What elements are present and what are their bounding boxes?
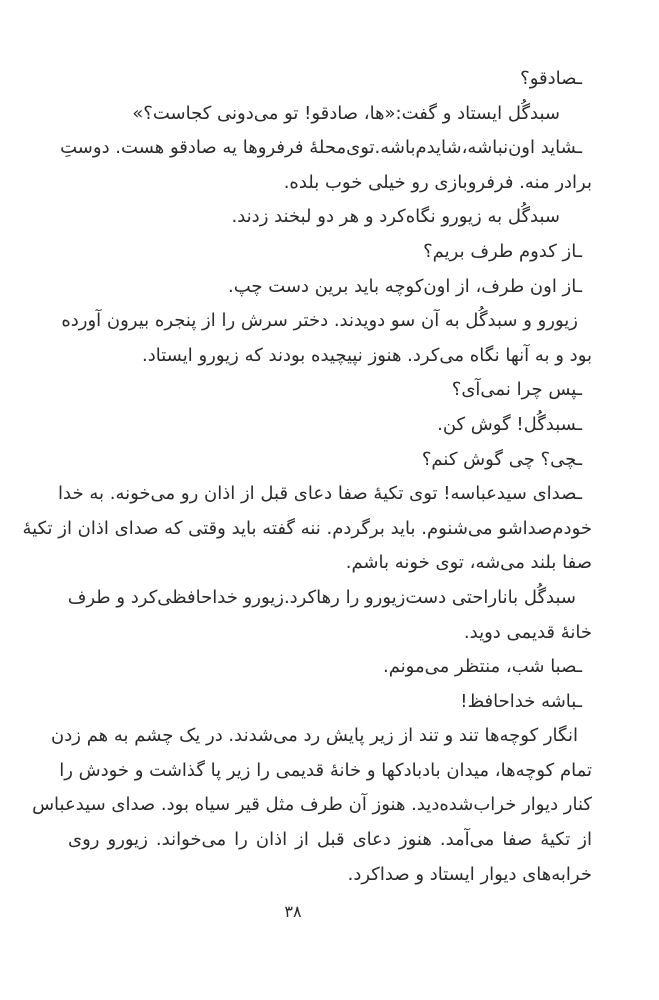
text-line: زیورو و سبدگُل به آن سو دویدند. دختر سرش را از پنجره بیرون آورده: [61, 310, 578, 332]
text-line: ـشاید اون‌نباشه،شایدم‌باشه.توی‌محلهٔ فرفروها یه صادقو هست. دوستِ: [60, 137, 582, 159]
text-line: سبدگُل باناراحتی دست‌زیورو را رهاکرد.زیورو خداحافظی‌کرد و طرف: [67, 586, 576, 608]
text-line: انگار کوچه‌ها تند و تند از زیر پایش رد می‌شدند. در یک چشم به هم زدن: [51, 725, 578, 747]
text-line: ـباشه خداحافظ!: [460, 690, 582, 712]
story-text-block: [22, 62, 592, 892]
text-line: از تکیهٔ صفا می‌آمد. هنوز دعای قبل از اذان را می‌خواند. زیورو روی: [68, 829, 592, 851]
text-line: ـچی؟ چی گوش کنم؟: [421, 448, 582, 470]
text-line: سبدگُل ایستاد و گفت:«ها، صادقو! تو می‌دونی کجاست؟»: [132, 102, 560, 124]
text-line: برادر منه. فرفروبازی رو خیلی خوب بلده.: [283, 171, 592, 193]
text-line: ـاز کدوم طرف بریم؟: [423, 240, 582, 262]
text-line: ـپس چرا نمی‌آی؟: [451, 379, 582, 401]
text-line: ـصبا شب، منتظر می‌مونم.: [382, 656, 582, 678]
text-line: کنار دیوار خراب‌شده‌دید. هنوز آن طرف مثل قیر سیاه بود. صدای سیدعباس: [32, 794, 592, 816]
text-line: بود و به آنها نگاه می‌کرد. هنوز نپیچیده بودند که زیورو ایستاد.: [142, 344, 592, 366]
text-line: سبدگُل به زیورو نگاه‌کرد و هر دو لبخند زدند.: [231, 206, 560, 228]
text-line: خرابه‌های دیوار ایستاد و صداکرد.: [347, 863, 592, 885]
text-line: ـصدای سیدعباسه! توی تکیهٔ صفا دعای قبل از اذان رو می‌خونه. به خدا: [58, 483, 582, 505]
text-line: ـصادقو؟: [520, 68, 582, 89]
text-line: خودم‌صداشو می‌شنوم. باید برگردم. ننه گفته باید وقتی که صدای اذان از تکیهٔ: [22, 517, 592, 539]
text-line: ـسبدگُل! گوش کن.: [437, 413, 582, 435]
text-line: ـاز اون طرف، از اون‌کوچه باید برین دست چپ.: [227, 275, 582, 297]
page-number: ۳۸: [284, 902, 302, 921]
text-line: خانهٔ قدیمی دوید.: [463, 621, 592, 643]
text-line: صفا بلند می‌شه، توی خونه باشم.: [345, 552, 592, 574]
text-line: تمام کوچه‌ها، میدان بادبادکها و خانهٔ قدیمی را زیر پا گذاشت و خودش را: [59, 759, 592, 781]
